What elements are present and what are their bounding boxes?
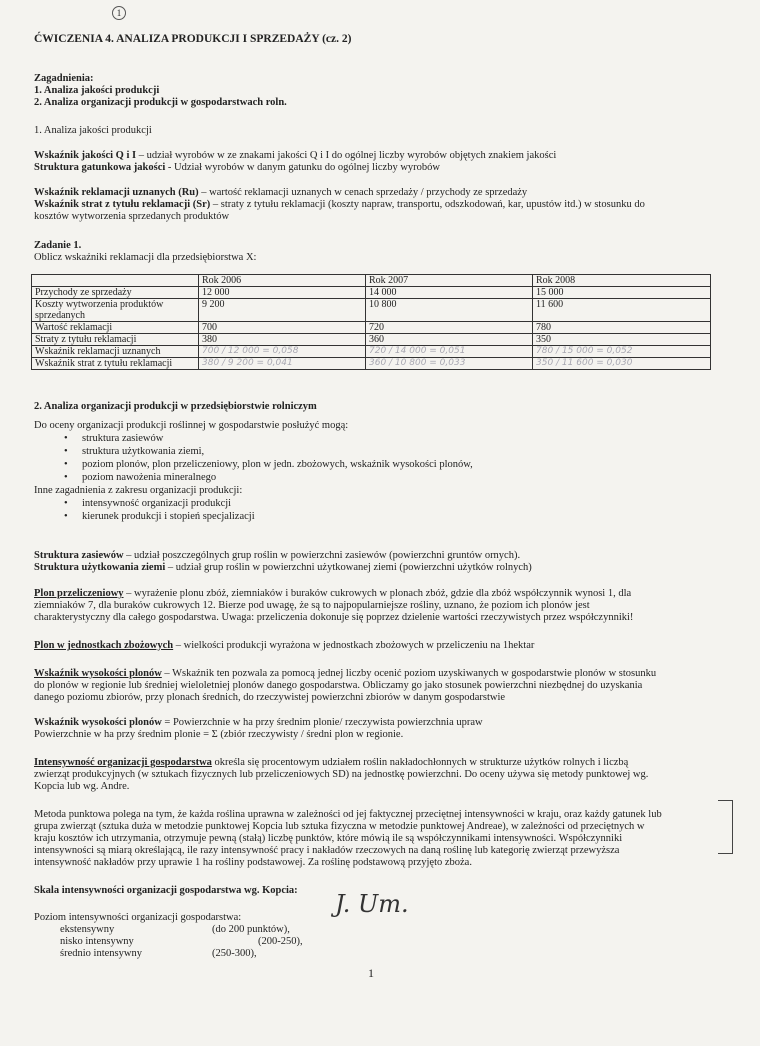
table-header-row [32, 275, 711, 287]
table-header-cell: Rok 2007 [366, 275, 533, 287]
land-use-line [34, 562, 532, 574]
yield-index-line [34, 668, 656, 680]
table-cell: 780 [533, 322, 711, 334]
row-label: Wartość reklamacji [32, 322, 199, 334]
intensity-term: Intensywność organizacji gospodarstwa [34, 757, 212, 768]
table-header-cell: Rok 2008 [533, 275, 711, 287]
yield-index-line-2: do plonów w regionie lub średniej wieloletniej plonów danego gospodarstwa. Obliczamy go jako stosunek powierzchni niezbędnej do uzyskania [34, 680, 643, 691]
yield-formula-term: Wskaźnik wysokości plonów [34, 717, 162, 728]
complaints-index-line [34, 187, 527, 199]
table-row [32, 346, 711, 358]
table-cell: 14 000 [366, 287, 533, 299]
table-row [32, 334, 711, 346]
losses-index-line [34, 199, 645, 211]
table-cell: 10 800 [366, 299, 533, 322]
crop-structure-line [34, 550, 520, 562]
yield-index-line-3: danego poziomu zbiorów, przy plonach średnich, do rzeczywistej powierzchni zbiorów w danym gospodarstwie [34, 692, 506, 703]
table-cell: 15 000 [533, 287, 711, 299]
scale-level-range: (250-300), [212, 948, 257, 959]
scale-level-name: średnio intensywny [60, 948, 142, 959]
grade-structure-line [34, 162, 440, 174]
task1-instruction: Oblicz wskaźniki reklamacji dla przedsiębiorstwa X: [34, 252, 257, 263]
table-cell: 11 600 [533, 299, 711, 322]
section1-heading: 1. Analiza jakości produkcji [34, 125, 152, 136]
table-cell: 9 200 [199, 299, 366, 322]
quality-index-text: – udział wyrobów w ze znakami jakości Q i I do ogólnej liczby wyrobów objętych znakiem jakości [136, 150, 557, 161]
converted-yield-line [34, 588, 631, 600]
row-label: Koszty wytworzenia produktów sprzedanych [32, 299, 199, 322]
list-item: • struktura użytkowania ziemi, [82, 446, 204, 458]
complaints-index-text: – wartość reklamacji uznanych w cenach sprzedaży / przychody ze sprzedaży [198, 187, 528, 198]
converted-yield-term: Plon przeliczeniowy [34, 588, 124, 599]
grain-units-term: Plon w jednostkach zbożowych [34, 640, 174, 651]
handwritten-cell: 720 / 14 000 = 0,051 [366, 346, 533, 358]
scale-label: Poziom intensywności organizacji gospodarstwa: [34, 912, 242, 923]
table-cell: 720 [366, 322, 533, 334]
grade-structure-term: Struktura gatunkowa jakości [34, 162, 166, 173]
grade-structure-text: - Udział wyrobów w danym gatunku do ogólnej liczby wyrobów [165, 162, 440, 173]
document-title: ĆWICZENIA 4. ANALIZA PRODUKCJI I SPRZEDAŻY (cz. 2) [34, 33, 352, 45]
table-cell: 360 [366, 334, 533, 346]
losses-index-text: – straty z tytułu reklamacji (koszty napraw, transportu, odszkodowań, kar, upustów itd.) w stosunku do [210, 199, 645, 210]
list-item: • poziom plonów, plon przeliczeniowy, plon w jedn. zbożowych, wskaźnik wysokości plonów, [82, 459, 473, 471]
grain-units-line [34, 640, 534, 652]
converted-yield-line-3: charakterystyczny dla całego gospodarstwa. Uwaga: przeliczenia dokonuje się poprzez dzielenie wartości rzeczywistych przez współczynniki! [34, 612, 634, 623]
yield-index-text: – Wskaźnik ten pozwala za pomocą jednej liczby ocenić poziom uzyskiwanych w gospodarstwie plonów w stosunku [161, 668, 657, 679]
topics-heading: Zagadnienia: [34, 73, 94, 84]
converted-yield-line-2: ziemniaków 7, dla buraków cukrowych 12. Bierze pod uwagę, że są to najpopularniejsze rośliny, uznano, że poziom ich plonów jest [34, 600, 590, 611]
yield-index-term: Wskaźnik wysokości plonów [34, 668, 162, 679]
intensity-line-2: zwierząt produkcyjnych (w sztukach fizycznych lub przeliczeniowych SD) na jednostkę powierzchni. Do oceny używa się metody punktowej wg. [34, 769, 649, 780]
row-label: Wskaźnik reklamacji uznanych [32, 346, 199, 358]
point-method-line-4: intensywności są miarą określającą, ile razy intensywność pracy i nakładów rzeczowych na daną roślinę lub kategorię zwierząt przewyższa [34, 845, 620, 856]
topic-item: 1. Analiza jakości produkcji [34, 85, 160, 96]
list-item: • poziom nawożenia mineralnego [82, 472, 216, 484]
table-header-cell [32, 275, 199, 287]
table-row [32, 287, 711, 299]
land-use-term: Struktura użytkowania ziemi [34, 562, 166, 573]
complaints-table [31, 274, 711, 370]
row-label: Straty z tytułu reklamacji [32, 334, 199, 346]
handwritten-signature: J. Um. [335, 890, 409, 918]
losses-index-term: Wskaźnik strat z tytułu reklamacji (Sr) [34, 199, 211, 210]
yield-formula-line [34, 717, 483, 729]
table-cell: 12 000 [199, 287, 366, 299]
table-row [32, 322, 711, 334]
handwritten-cell: 380 / 9 200 = 0,041 [199, 358, 366, 370]
quality-index-term: Wskaźnik jakości Q i I [34, 150, 137, 161]
scale-level-name: ekstensywny [60, 924, 115, 935]
handwritten-cell: 700 / 12 000 = 0,058 [199, 346, 366, 358]
scale-level-range: (do 200 punktów), [212, 924, 290, 935]
intensity-line-3: Kopcia lub wg. Andre. [34, 781, 130, 792]
table-cell: 380 [199, 334, 366, 346]
table-row [32, 358, 711, 370]
topic-item: 2. Analiza organizacji produkcji w gospodarstwach roln. [34, 97, 287, 108]
handwritten-cell: 350 / 11 600 = 0,030 [533, 358, 711, 370]
list-item: • struktura zasiewów [82, 433, 163, 445]
table-row [32, 299, 711, 322]
row-label: Wskaźnik strat z tytułu reklamacji [32, 358, 199, 370]
section2-heading: 2. Analiza organizacji produkcji w przedsiębiorstwie rolniczym [34, 401, 317, 412]
scale-heading: Skala intensywności organizacji gospodarstwa wg. Kopcia: [34, 885, 298, 896]
complaints-index-term: Wskaźnik reklamacji uznanych (Ru) [34, 187, 199, 198]
table-header-cell: Rok 2006 [199, 275, 366, 287]
table-cell: 700 [199, 322, 366, 334]
page-mark-circle: 1 [112, 6, 126, 20]
table-cell: 350 [533, 334, 711, 346]
handwritten-cell: 780 / 15 000 = 0,052 [533, 346, 711, 358]
grain-units-text: – wielkości produkcji wyrażona w jednostkach zbożowych w przeliczeniu na 1hektar [173, 640, 535, 651]
section2-intro-2: Inne zagadnienia z zakresu organizacji produkcji: [34, 485, 243, 496]
point-method-line-5: intensywność nakładów przy uprawie 1 ha rośliny podstawowej. Za roślinę podstawową przyjęto zboża. [34, 857, 472, 868]
quality-index-line [34, 150, 556, 162]
handwritten-bracket [718, 800, 733, 854]
intensity-line [34, 757, 628, 769]
crop-structure-text: – udział poszczególnych grup roślin w powierzchni zasiewów (powierzchni gruntów ornych). [123, 550, 521, 561]
task1-heading: Zadanie 1. [34, 240, 82, 251]
list-item: • intensywność organizacji produkcji [82, 498, 231, 510]
handwritten-cell: 360 / 10 800 = 0,033 [366, 358, 533, 370]
point-method-line-3: kraju kosztów ich utrzymania, otrzymuje pewną (stałą) liczbę punktów, które mówią ile są współczynnikami intensywności. Współczynniki [34, 833, 623, 844]
yield-formula-text: = Powierzchnie w ha przy średnim plonie/ rzeczywista powierzchnia upraw [161, 717, 483, 728]
point-method-line-1: Metoda punktowa polega na tym, że każda roślina uprawna w zależności od jej faktycznej przeciętnej intensywności w kraju, oraz każdy gatunek lub [34, 809, 662, 820]
list-item: • kierunek produkcji i stopień specjalizacji [82, 511, 255, 523]
yield-formula-line-2: Powierzchnie w ha przy średnim plonie = Σ (zbiór rzeczywisty / średni plon w regionie. [34, 729, 404, 740]
land-use-text: – udział grup roślin w powierzchni użytkowanej ziemi (powierzchni użytków rolnych) [165, 562, 532, 573]
point-method-line-2: grupa zwierząt (sztuka duża w metodzie punktowej Kopcia lub sztuka fizyczna w metodzie punktowej Andreae), w zależności od przeciętnych w [34, 821, 645, 832]
intensity-text: określa się procentowym udziałem roślin nakładochłonnych w strukturze użytków rolnych i liczbą [211, 757, 629, 768]
row-label: Przychody ze sprzedaży [32, 287, 199, 299]
scale-level-name: nisko intensywny [60, 936, 134, 947]
converted-yield-text: – wyrażenie plonu zbóż, ziemniaków i buraków cukrowych w plonach zbóż, gdzie dla zbóż współczynnik wynosi 1, dla [123, 588, 632, 599]
page-number: 1 [368, 966, 374, 980]
section2-intro: Do oceny organizacji produkcji roślinnej w gospodarstwie posłużyć mogą: [34, 420, 349, 431]
scale-level-range: (200-250), [258, 936, 303, 947]
losses-index-line-2: kosztów wytworzenia sprzedanych produktów [34, 211, 230, 222]
crop-structure-term: Struktura zasiewów [34, 550, 124, 561]
